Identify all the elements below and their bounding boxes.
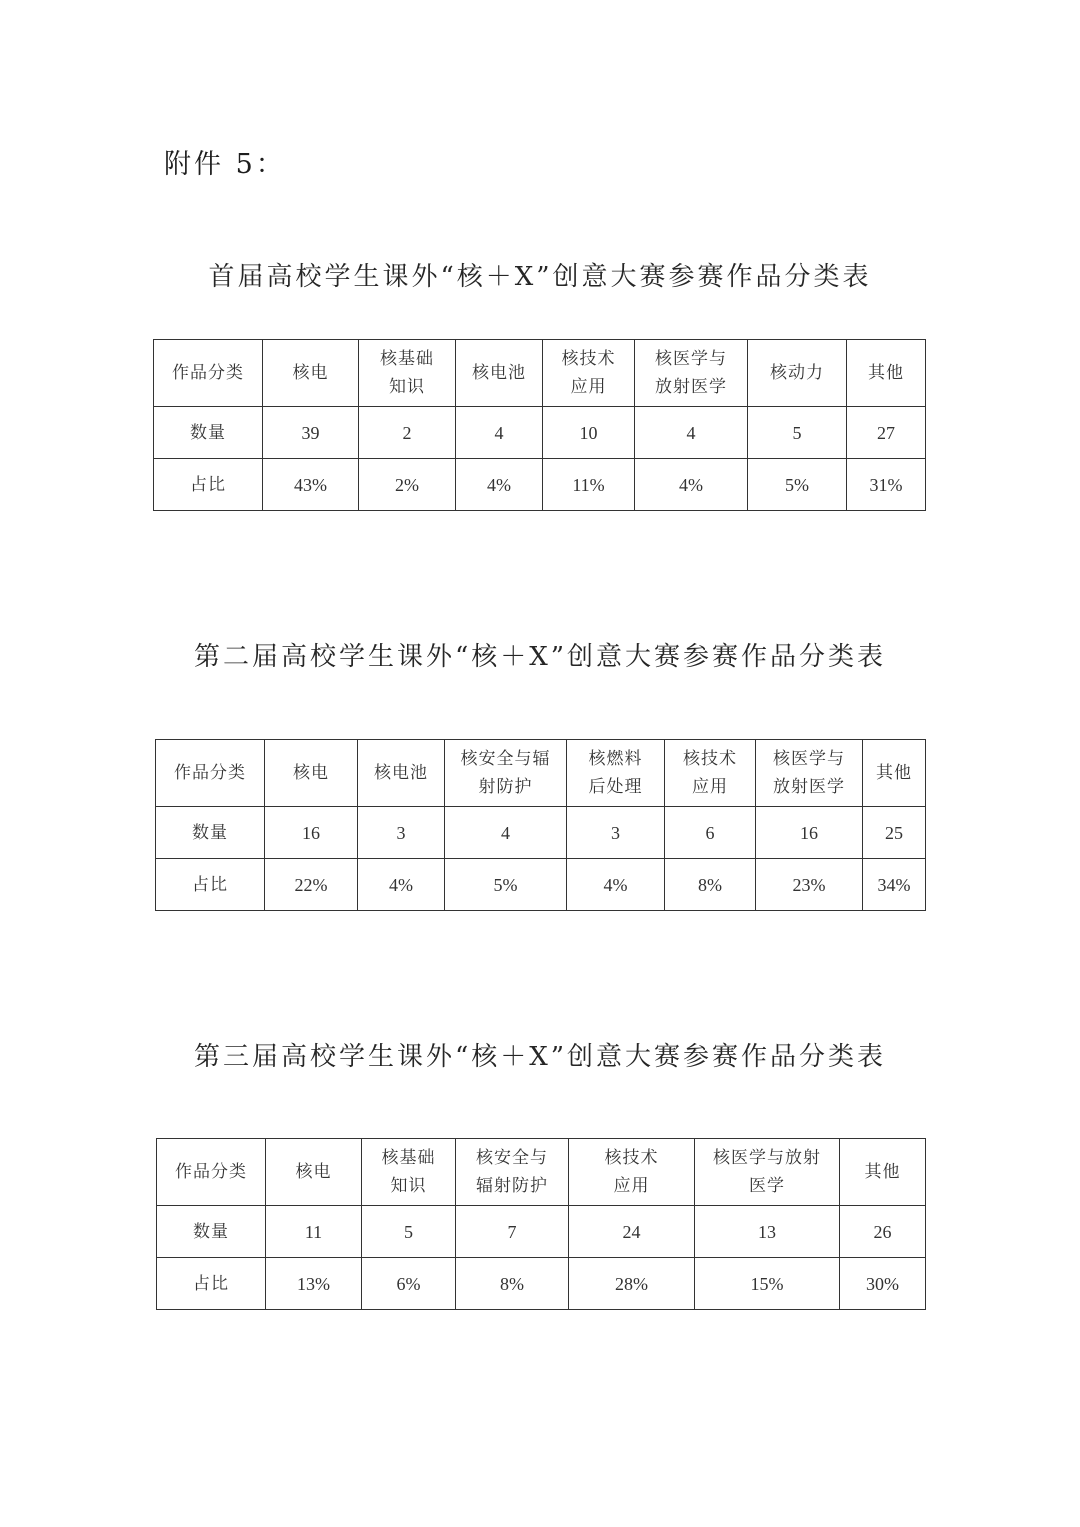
header-row — [156, 740, 926, 807]
classification-table-3 — [156, 1138, 926, 1310]
count-cell: 16 — [756, 807, 863, 859]
category-header-line: 核电 — [295, 1162, 332, 1182]
ratio-cell: 23% — [756, 859, 863, 911]
ratio-row — [157, 1258, 926, 1310]
category-header-cell — [569, 1139, 695, 1206]
category-header-line: 核医学与放射 — [713, 1148, 821, 1168]
count-cell: 24 — [569, 1206, 695, 1258]
ratio-cell: 28% — [569, 1258, 695, 1310]
category-header-cell — [756, 740, 863, 807]
ratio-cell: 8% — [665, 859, 756, 911]
category-header-line: 核技术 — [683, 749, 737, 769]
table-1-title: 首届高校学生课外“核＋X”创意大赛参赛作品分类表 — [208, 262, 872, 292]
category-header-line: 辐射防护 — [476, 1176, 548, 1196]
ratio-cell: 43% — [263, 459, 359, 511]
ratio-cell: 4% — [456, 459, 543, 511]
category-header-cell — [695, 1139, 840, 1206]
category-header-line: 应用 — [570, 377, 607, 397]
row-label-ratio: 占比 — [156, 859, 265, 911]
category-header-line: 核电池 — [374, 763, 428, 783]
category-header-line: 核基础 — [380, 349, 434, 369]
category-header-cell — [840, 1139, 926, 1206]
table-3-title: 第三届高校学生课外“核＋X”创意大赛参赛作品分类表 — [193, 1042, 887, 1072]
ratio-cell: 30% — [840, 1258, 926, 1310]
count-cell: 26 — [840, 1206, 926, 1258]
category-header-cell — [359, 340, 456, 407]
category-header-line: 核基础 — [381, 1148, 436, 1168]
category-header-line: 核燃料 — [588, 749, 643, 769]
category-header-line: 核动力 — [770, 363, 824, 383]
ratio-cell: 22% — [265, 859, 358, 911]
count-row — [154, 407, 926, 459]
category-header-line: 应用 — [692, 777, 728, 797]
ratio-cell: 2% — [359, 459, 456, 511]
category-header-line: 核安全与 — [476, 1148, 548, 1168]
category-header-line: 其他 — [864, 1162, 901, 1182]
row-label-category: 作品分类 — [156, 740, 265, 807]
category-header-cell — [358, 740, 445, 807]
table-2-title: 第二届高校学生课外“核＋X”创意大赛参赛作品分类表 — [193, 642, 887, 672]
category-header-cell — [847, 340, 926, 407]
row-label-ratio: 占比 — [157, 1258, 266, 1310]
row-label-count: 数量 — [156, 807, 265, 859]
category-header-line: 射防护 — [478, 777, 533, 797]
count-cell: 25 — [863, 807, 926, 859]
category-header-cell — [748, 340, 847, 407]
count-cell: 27 — [847, 407, 926, 459]
category-header-cell — [863, 740, 926, 807]
category-header-line: 核安全与辐 — [460, 749, 551, 769]
category-header-line: 知识 — [390, 1176, 427, 1196]
category-header-line: 其他 — [876, 763, 912, 783]
category-header-line: 核技术 — [604, 1148, 659, 1168]
row-label-count: 数量 — [157, 1206, 266, 1258]
ratio-cell: 6% — [362, 1258, 456, 1310]
category-header-line: 医学 — [749, 1176, 785, 1196]
category-header-line: 放射医学 — [773, 777, 845, 797]
ratio-cell: 31% — [847, 459, 926, 511]
count-cell: 16 — [265, 807, 358, 859]
count-cell: 4 — [635, 407, 748, 459]
count-row — [156, 807, 926, 859]
header-row — [157, 1139, 926, 1206]
count-cell: 4 — [456, 407, 543, 459]
classification-table-1 — [153, 339, 926, 511]
category-header-line: 放射医学 — [655, 377, 727, 397]
count-cell: 10 — [543, 407, 635, 459]
count-cell: 5 — [748, 407, 847, 459]
category-header-cell — [567, 740, 665, 807]
category-header-line: 知识 — [389, 377, 425, 397]
count-row — [157, 1206, 926, 1258]
category-header-line: 核电 — [293, 763, 329, 783]
count-cell: 4 — [445, 807, 567, 859]
ratio-cell: 4% — [358, 859, 445, 911]
category-header-cell — [543, 340, 635, 407]
count-cell: 11 — [266, 1206, 362, 1258]
category-header-line: 核医学与 — [655, 349, 727, 369]
ratio-row — [154, 459, 926, 511]
classification-table-2 — [155, 739, 926, 911]
ratio-cell: 5% — [748, 459, 847, 511]
category-header-line: 其他 — [868, 363, 904, 383]
category-header-cell — [635, 340, 748, 407]
category-header-cell — [362, 1139, 456, 1206]
category-header-line: 核电 — [292, 363, 329, 383]
count-cell: 2 — [359, 407, 456, 459]
category-header-line: 核技术 — [561, 349, 616, 369]
ratio-cell: 4% — [567, 859, 665, 911]
count-cell: 3 — [358, 807, 445, 859]
ratio-cell: 5% — [445, 859, 567, 911]
category-header-cell — [265, 740, 358, 807]
category-header-line: 后处理 — [588, 777, 643, 797]
ratio-cell: 15% — [695, 1258, 840, 1310]
category-header-cell — [456, 1139, 569, 1206]
category-header-line: 应用 — [613, 1176, 650, 1196]
row-label-category: 作品分类 — [154, 340, 263, 407]
category-header-cell — [263, 340, 359, 407]
row-label-category: 作品分类 — [157, 1139, 266, 1206]
ratio-cell: 8% — [456, 1258, 569, 1310]
ratio-cell: 34% — [863, 859, 926, 911]
attachment-label: 附件 5： — [164, 149, 286, 180]
count-cell: 3 — [567, 807, 665, 859]
category-header-cell — [266, 1139, 362, 1206]
row-label-count: 数量 — [154, 407, 263, 459]
category-header-cell — [456, 340, 543, 407]
header-row — [154, 340, 926, 407]
count-cell: 39 — [263, 407, 359, 459]
ratio-cell: 11% — [543, 459, 635, 511]
count-cell: 6 — [665, 807, 756, 859]
count-cell: 5 — [362, 1206, 456, 1258]
category-header-line: 核电池 — [472, 363, 526, 383]
ratio-cell: 4% — [635, 459, 748, 511]
row-label-ratio: 占比 — [154, 459, 263, 511]
count-cell: 13 — [695, 1206, 840, 1258]
ratio-cell: 13% — [266, 1258, 362, 1310]
category-header-cell — [445, 740, 567, 807]
ratio-row — [156, 859, 926, 911]
category-header-cell — [665, 740, 756, 807]
category-header-line: 核医学与 — [773, 749, 845, 769]
count-cell: 7 — [456, 1206, 569, 1258]
